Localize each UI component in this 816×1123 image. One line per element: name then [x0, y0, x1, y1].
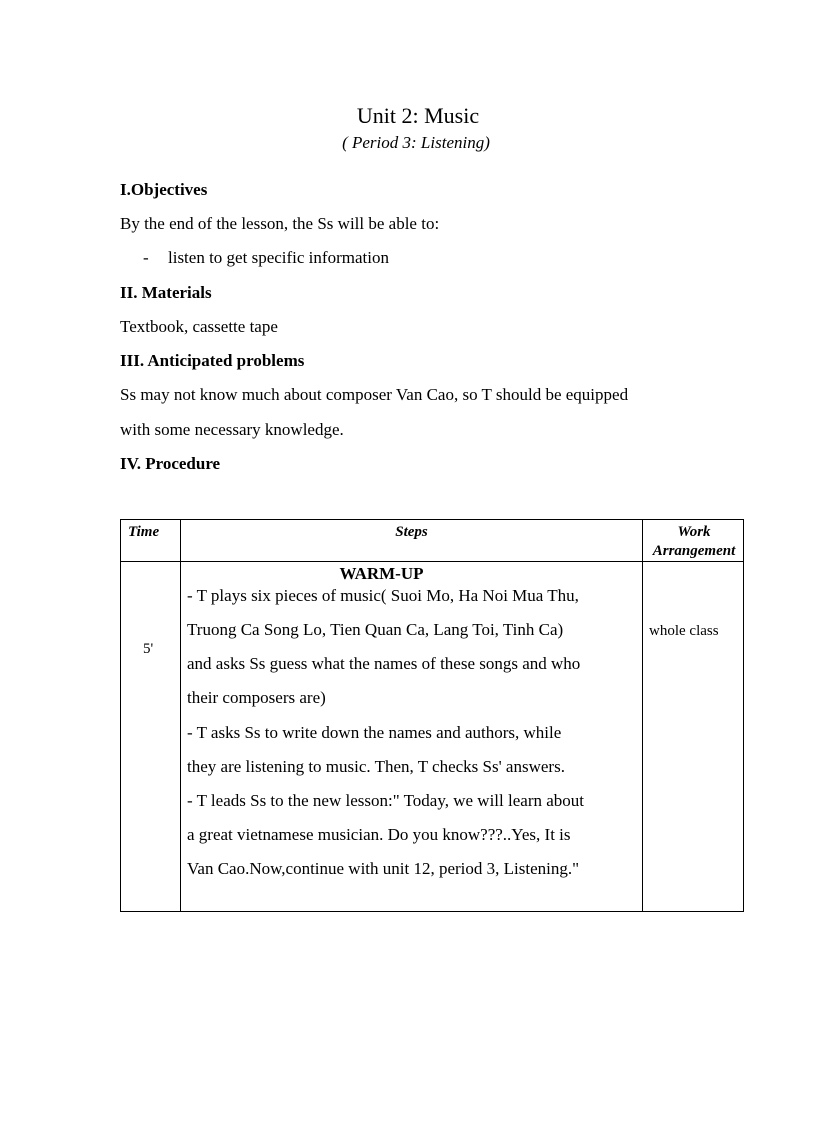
step-line: they are listening to music. Then, T checks Ss' answers. — [187, 757, 565, 776]
problems-line: Ss may not know much about composer Van Cao, so T should be equipped — [120, 385, 629, 404]
cell-work-arrangement: whole class — [649, 623, 719, 639]
problems-heading: III. Anticipated problems — [120, 351, 305, 370]
objective-item: listen to get specific information — [168, 248, 389, 267]
step-line: Truong Ca Song Lo, Tien Quan Ca, Lang Toi, Tinh Ca) — [187, 620, 564, 639]
header-steps: Steps — [395, 524, 428, 540]
procedure-heading: IV. Procedure — [120, 454, 221, 473]
step-line: - T plays six pieces of music( Suoi Mo, Ha Noi Mua Thu, — [187, 586, 579, 605]
page-subtitle: ( Period 3: Listening) — [342, 133, 490, 152]
problems-line: with some necessary knowledge. — [120, 420, 344, 439]
header-work-line: Arrangement — [652, 543, 736, 559]
step-line: and asks Ss guess what the names of these songs and who — [187, 654, 581, 673]
cell-time: 5' — [143, 641, 154, 657]
table-header-divider — [121, 561, 743, 562]
step-line: - T leads Ss to the new lesson:" Today, we will learn about — [187, 791, 585, 810]
table-divider — [642, 520, 643, 911]
bullet-marker: - — [143, 248, 149, 267]
materials-text: Textbook, cassette tape — [120, 317, 278, 336]
objectives-intro: By the end of the lesson, the Ss will be able to: — [120, 214, 440, 233]
step-line: their composers are) — [187, 688, 326, 707]
page-title: Unit 2: Music — [356, 103, 480, 128]
materials-heading: II. Materials — [120, 283, 212, 302]
step-line: a great vietnamese musician. Do you know???..Yes, It is — [187, 825, 571, 844]
header-work-arrangement — [643, 523, 745, 561]
header-time: Time — [128, 524, 160, 540]
procedure-table — [120, 519, 744, 912]
stage-title: WARM-UP — [339, 564, 424, 583]
header-work-line: Work — [677, 524, 711, 540]
objectives-heading: I.Objectives — [120, 180, 208, 199]
step-line: - T asks Ss to write down the names and authors, while — [187, 723, 562, 742]
step-line: Van Cao.Now,continue with unit 12, period 3, Listening." — [187, 859, 580, 878]
